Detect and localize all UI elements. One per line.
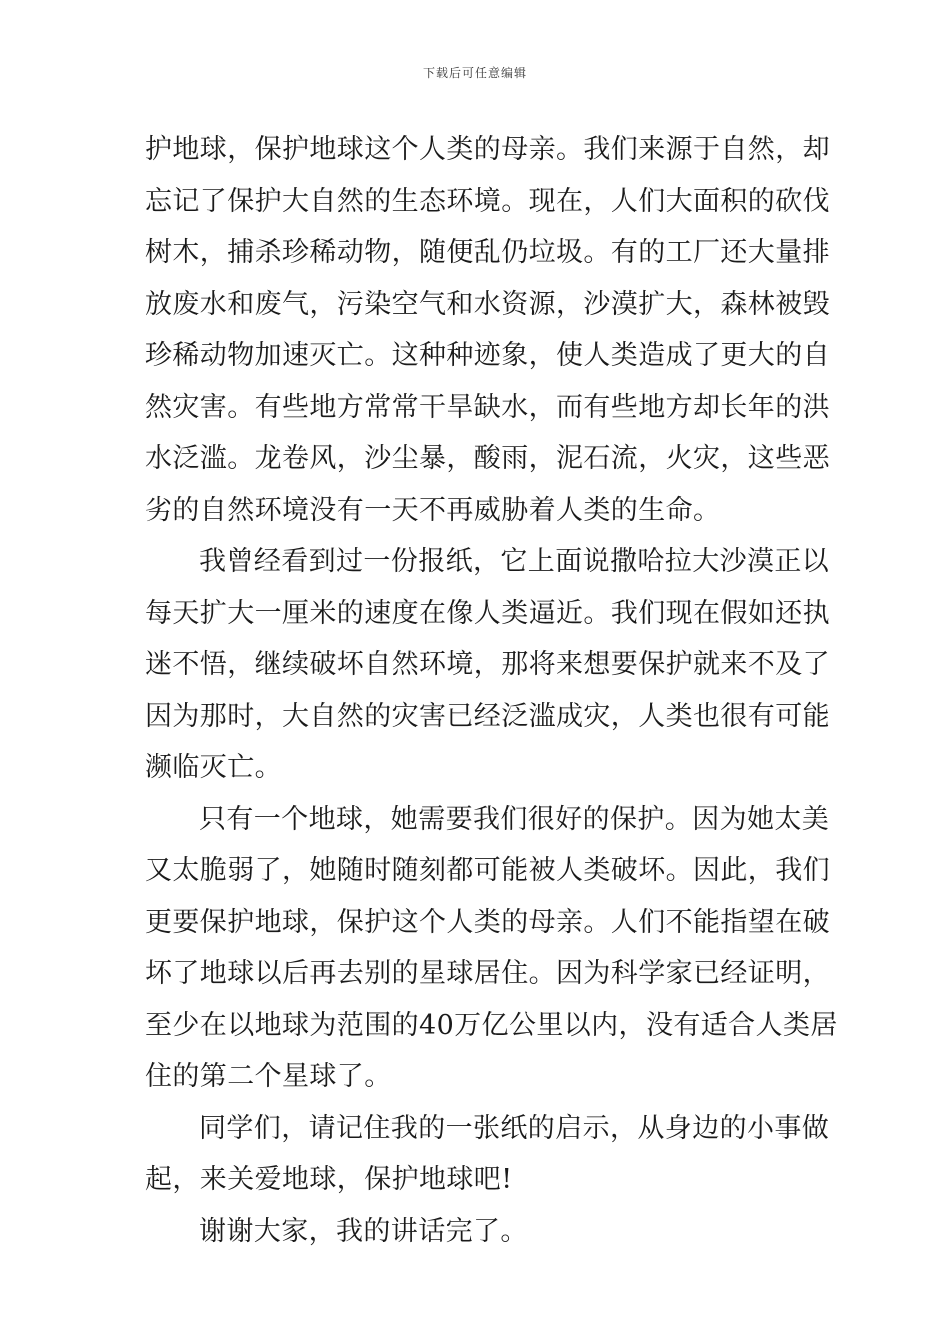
text-line: 起，来关爱地球，保护地球吧! [145, 1164, 513, 1195]
text-line: 同学们，请记住我的一张纸的启示，从身边的小事做 [199, 1112, 830, 1144]
text-line: 树木，捕杀珍稀动物，随便乱仍垃圾。有的工厂还大量排 [145, 237, 830, 268]
text-line: 濒临灭亡。 [145, 752, 282, 783]
text-line: 只有一个地球，她需要我们很好的保护。因为她太美 [199, 803, 830, 835]
text-line: 忘记了保护大自然的生态环境。现在，人们大面积的砍伐 [145, 185, 830, 217]
text-line: 水泛滥。龙卷风，沙尘暴，酸雨，泥石流，火灾，这些恶 [145, 443, 830, 474]
document-body [145, 124, 838, 1257]
text-line: 住的第二个星球了。 [145, 1061, 392, 1092]
text-line: 又太脆弱了，她随时随刻都可能被人类破坏。因此，我们 [145, 855, 830, 886]
text-line: 因为那时，大自然的灾害已经泛滥成灾，人类也很有可能 [145, 700, 830, 732]
text-line: 坏了地球以后再去别的星球居住。因为科学家已经证明， [145, 958, 830, 989]
text-line: 我曾经看到过一份报纸，它上面说撒哈拉大沙漠正以 [199, 546, 830, 577]
text-line: 迷不悟，继续破坏自然环境，那将来想要保护就来不及了 [145, 649, 830, 680]
text-line: 珍稀动物加速灭亡。这种种迹象，使人类造成了更大的自 [145, 340, 830, 371]
text-line: 每天扩大一厘米的速度在像人类逼近。我们现在假如还执 [145, 597, 830, 629]
text-line: 谢谢大家，我的讲话完了。 [199, 1215, 528, 1247]
text-line: 至少在以地球为范围的40万亿公里以内，没有适合人类居 [145, 1009, 838, 1041]
page-header-note: 下载后可任意编辑 [422, 66, 527, 80]
text-line: 放废水和废气，污染空气和水资源，沙漠扩大，森林被毁 [145, 288, 830, 320]
text-line: 护地球，保护地球这个人类的母亲。我们来源于自然，却 [145, 134, 830, 165]
text-line: 更要保护地球，保护这个人类的母亲。人们不能指望在破 [145, 906, 830, 938]
text-line: 然灾害。有些地方常常干旱缺水，而有些地方却长年的洪 [145, 391, 830, 423]
text-line: 劣的自然环境没有一天不再威胁着人类的生命。 [145, 494, 721, 526]
